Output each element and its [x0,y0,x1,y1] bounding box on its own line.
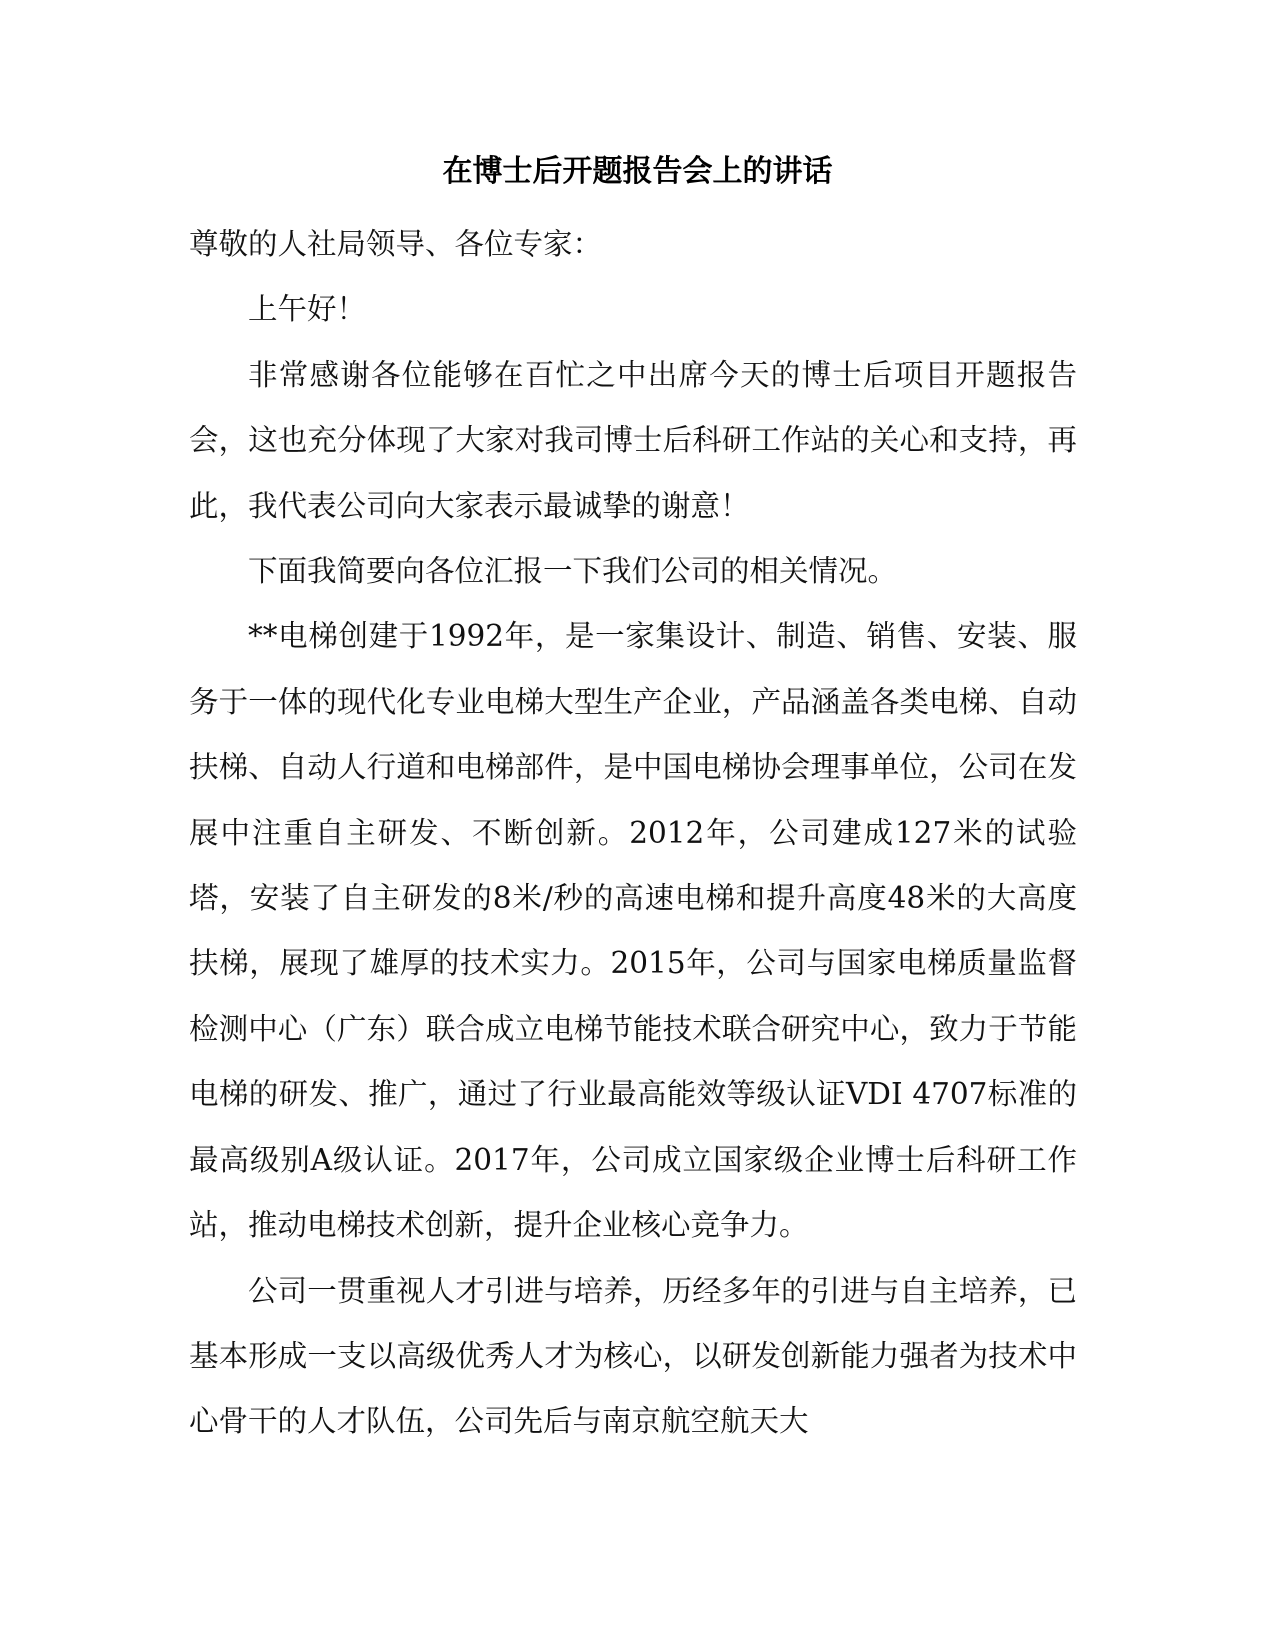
document-title: 在博士后开题报告会上的讲话 [442,154,833,189]
paragraph-company-profile: **电梯创建于1992年，是一家集设计、制造、销售、安装、服务于一体的现代化专业电梯大型生产企业，产品涵盖各类电梯、自动扶梯、自动人行道和电梯部件，是中国电梯协会理事单位，公司在发展中注重自主研发、不断创新。2012年，公司建成127米的试验塔，安装了自主研发的8米/秒的高速电梯和提升高度48米的大高度扶梯，展现了雄厚的技术实力。2015年，公司与国家电梯质量监督检测中心（广东）联合成立电梯节能技术联合研究中心，致力于节能电梯的研发、推广，通过了行业最高能效等级认证VDI 4707标准的最高级别A级认证。2017年，公司成立国家级企业博士后科研工作站，推动电梯技术创新，提升企业核心竞争力。 [189,619,1077,1243]
paragraph-intro: 下面我简要向各位汇报一下我们公司的相关情况。 [248,554,898,589]
paragraph-greeting: 上午好！ [248,292,367,327]
salutation: 尊敬的人社局领导、各位专家： [189,227,603,261]
document-body [189,212,1077,1455]
paragraph-thanks: 非常感谢各位能够在百忙之中出席今天的博士后项目开题报告会，这也充分体现了大家对我司博士后科研工作站的关心和支持，再此，我代表公司向大家表示最诚挚的谢意！ [189,357,1077,523]
paragraph-talent: 公司一贯重视人才引进与培养，历经多年的引进与自主培养，已基本形成一支以高级优秀人才为核心，以研发创新能力强者为技术中心骨干的人才队伍，公司先后与南京航空航天大 [189,1273,1077,1439]
